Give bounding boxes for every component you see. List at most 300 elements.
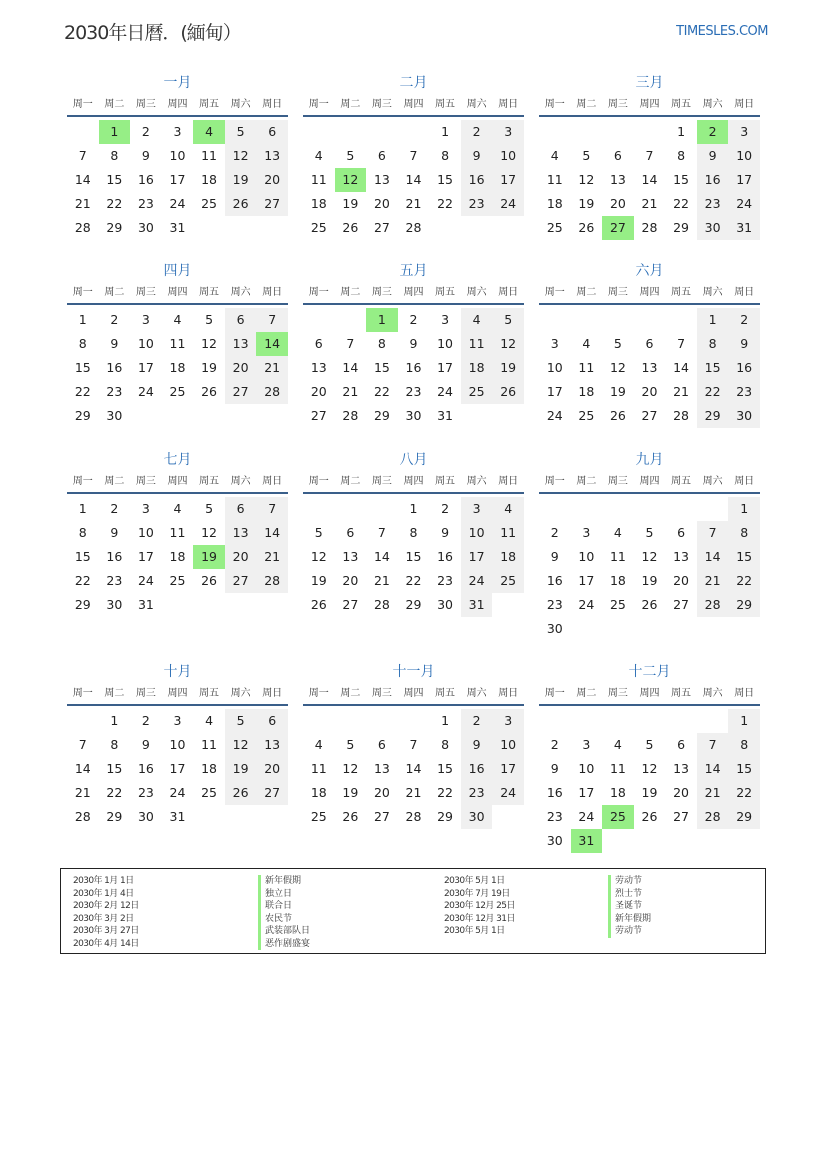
weekday-header: 周五 <box>435 99 456 110</box>
day-cell: 27 <box>310 408 327 423</box>
day-cell: 23 <box>546 597 563 612</box>
day-cell: 3 <box>141 501 150 516</box>
weekday-header: 周日 <box>734 99 755 110</box>
day-cell: 15 <box>106 761 123 776</box>
day-cell: 29 <box>373 408 390 423</box>
day-cell: 3 <box>461 497 493 521</box>
day-cell: 28 <box>74 809 91 824</box>
weekday-header: 周三 <box>607 688 628 699</box>
weekday-header: 周一 <box>544 287 565 298</box>
day-cell: 19 <box>342 196 359 211</box>
day-cell: 28 <box>342 408 359 423</box>
day-cell: 3 <box>141 312 150 327</box>
weekday-header: 周一 <box>544 476 565 487</box>
day-cell: 29 <box>728 805 760 829</box>
day-cell: 18 <box>546 196 563 211</box>
day-cell: 25 <box>492 569 524 593</box>
day-cell: 14 <box>697 545 729 569</box>
weekday-header: 周四 <box>403 287 424 298</box>
day-cell: 20 <box>673 573 689 588</box>
weekday-header: 周五 <box>199 99 220 110</box>
day-cell: 19 <box>225 757 257 781</box>
day-cell: 20 <box>256 168 288 192</box>
day-cell: 24 <box>137 573 154 588</box>
day-cell: 18 <box>310 196 327 211</box>
weekday-header: 周二 <box>104 287 125 298</box>
holiday-date: 2030年 12月 25日 <box>444 901 515 911</box>
weekday-header: 周日 <box>734 287 755 298</box>
day-cell: 6 <box>256 120 288 144</box>
day-cell: 5 <box>205 312 214 327</box>
day-cell: 15 <box>728 757 760 781</box>
day-cell: 12 <box>578 172 595 187</box>
weekday-header: 周一 <box>72 476 93 487</box>
day-cell: 28 <box>405 220 422 235</box>
holiday-date: 2030年 1月 4日 <box>73 888 134 899</box>
day-cell: 25 <box>310 220 327 235</box>
weekday-header: 周二 <box>104 99 125 110</box>
weekday-header: 周日 <box>498 99 519 110</box>
weekday-header: 周三 <box>607 287 628 298</box>
day-cell: 6 <box>225 308 257 332</box>
day-cell: 24 <box>437 384 453 399</box>
day-cell: 24 <box>169 785 186 800</box>
day-cell: 12 <box>641 549 658 564</box>
day-cell: 21 <box>697 781 729 805</box>
holiday-day-cell: 31 <box>571 829 603 853</box>
holiday-date: 2030年 1月 1日 <box>73 876 134 886</box>
month-name: 七月 <box>163 452 192 468</box>
day-cell: 23 <box>137 196 154 211</box>
header-rule <box>303 704 524 706</box>
day-cell: 26 <box>492 380 524 404</box>
day-cell: 6 <box>613 148 622 163</box>
weekday-header: 周六 <box>702 99 723 110</box>
day-cell: 15 <box>437 761 453 776</box>
day-cell: 18 <box>492 545 524 569</box>
day-cell: 23 <box>461 781 493 805</box>
weekday-header: 周六 <box>466 287 487 298</box>
day-cell: 30 <box>697 216 729 240</box>
day-cell: 10 <box>546 360 563 375</box>
day-cell: 14 <box>405 761 422 776</box>
day-cell: 30 <box>106 597 123 612</box>
day-cell: 11 <box>492 521 524 545</box>
day-cell: 9 <box>550 549 559 564</box>
day-cell: 7 <box>677 336 686 351</box>
day-cell: 1 <box>697 308 729 332</box>
day-cell: 8 <box>110 737 119 752</box>
day-cell: 6 <box>677 525 686 540</box>
day-cell: 4 <box>314 148 323 163</box>
day-cell: 7 <box>78 737 87 752</box>
day-cell: 28 <box>405 809 422 824</box>
weekday-header: 周一 <box>308 688 329 699</box>
day-cell: 3 <box>582 525 591 540</box>
day-cell: 5 <box>346 737 355 752</box>
weekday-header: 周二 <box>340 99 361 110</box>
day-cell: 17 <box>169 172 186 187</box>
day-cell: 22 <box>106 785 123 800</box>
day-cell: 26 <box>225 781 257 805</box>
day-cell: 14 <box>373 549 390 564</box>
holiday-day-cell: 19 <box>193 545 225 569</box>
day-cell: 22 <box>74 384 91 399</box>
day-cell: 18 <box>578 384 595 399</box>
month-name: 十一月 <box>392 664 435 680</box>
day-cell: 29 <box>728 593 760 617</box>
day-cell: 25 <box>310 809 327 824</box>
day-cell: 4 <box>461 308 493 332</box>
day-cell: 6 <box>256 709 288 733</box>
day-cell: 14 <box>256 521 288 545</box>
holiday-name: 恶作剧盛宴 <box>258 938 310 951</box>
weekday-header: 周六 <box>466 476 487 487</box>
weekday-header: 周四 <box>639 476 660 487</box>
day-cell: 18 <box>169 549 186 564</box>
day-cell: 19 <box>609 384 626 399</box>
weekday-header: 周六 <box>466 688 487 699</box>
holiday-date: 2030年 2月 12日 <box>73 901 139 911</box>
holiday-name: 劳动节 <box>608 925 651 938</box>
day-cell: 18 <box>169 360 186 375</box>
weekday-header: 周四 <box>403 476 424 487</box>
day-cell: 4 <box>314 737 323 752</box>
holiday-name: 劳动节 <box>608 875 651 888</box>
day-cell: 20 <box>609 196 626 211</box>
day-cell: 19 <box>225 168 257 192</box>
day-cell: 12 <box>201 525 217 540</box>
weekday-header: 周五 <box>199 688 220 699</box>
day-cell: 7 <box>346 336 355 351</box>
weekday-header: 周二 <box>576 287 597 298</box>
day-cell: 20 <box>225 545 257 569</box>
day-cell: 3 <box>492 709 524 733</box>
day-cell: 27 <box>225 380 257 404</box>
holiday-name: 农民节 <box>258 913 310 926</box>
day-cell: 13 <box>673 761 689 776</box>
day-cell: 6 <box>314 336 323 351</box>
day-cell: 30 <box>137 809 154 824</box>
day-cell: 24 <box>169 196 186 211</box>
day-cell: 10 <box>169 737 186 752</box>
day-cell: 26 <box>201 573 217 588</box>
header-rule <box>539 115 760 117</box>
weekday-header: 周日 <box>262 688 283 699</box>
day-cell: 23 <box>728 380 760 404</box>
weekday-header: 周三 <box>135 476 156 487</box>
day-cell: 16 <box>546 785 563 800</box>
weekday-header: 周三 <box>607 476 628 487</box>
header-rule <box>67 303 288 305</box>
day-cell: 25 <box>201 196 217 211</box>
holiday-legend <box>60 868 766 954</box>
day-cell: 13 <box>609 172 626 187</box>
day-cell: 17 <box>437 360 453 375</box>
day-cell: 11 <box>201 737 217 752</box>
day-cell: 28 <box>697 805 729 829</box>
day-cell: 20 <box>342 573 359 588</box>
day-cell: 12 <box>641 761 658 776</box>
day-cell: 23 <box>697 192 729 216</box>
day-cell: 9 <box>141 737 150 752</box>
day-cell: 4 <box>173 312 182 327</box>
weekday-header: 周六 <box>230 476 251 487</box>
day-cell: 8 <box>78 525 87 540</box>
day-cell: 10 <box>492 144 524 168</box>
month-name: 四月 <box>163 263 192 279</box>
weekday-header: 周一 <box>544 99 565 110</box>
holiday-date: 2030年 3月 2日 <box>73 913 134 924</box>
day-cell: 5 <box>314 525 323 540</box>
weekday-header: 周五 <box>435 476 456 487</box>
day-cell: 2 <box>141 124 150 139</box>
day-cell: 1 <box>110 713 119 728</box>
day-cell: 15 <box>74 360 91 375</box>
day-cell: 29 <box>106 809 123 824</box>
day-cell: 18 <box>201 761 217 776</box>
day-cell: 15 <box>373 360 390 375</box>
weekday-header: 周三 <box>371 99 392 110</box>
day-cell: 2 <box>461 120 493 144</box>
weekday-header: 周二 <box>576 99 597 110</box>
day-cell: 26 <box>225 192 257 216</box>
day-cell: 22 <box>74 573 91 588</box>
day-cell: 11 <box>609 761 626 776</box>
header-rule <box>539 704 760 706</box>
day-cell: 23 <box>461 192 493 216</box>
holiday-day-cell: 1 <box>366 308 398 332</box>
day-cell: 20 <box>673 785 689 800</box>
day-cell: 18 <box>609 785 626 800</box>
day-cell: 11 <box>578 360 595 375</box>
weekday-header: 周一 <box>72 287 93 298</box>
month-name: 三月 <box>635 75 664 91</box>
day-cell: 7 <box>409 737 418 752</box>
header-rule <box>539 303 760 305</box>
day-cell: 8 <box>110 148 119 163</box>
day-cell: 24 <box>492 781 524 805</box>
day-cell: 22 <box>106 196 123 211</box>
day-cell: 11 <box>169 336 186 351</box>
day-cell: 17 <box>578 785 595 800</box>
day-cell: 27 <box>641 408 658 423</box>
month-name: 九月 <box>635 452 664 468</box>
day-cell: 12 <box>225 733 257 757</box>
weekday-header: 周六 <box>230 99 251 110</box>
weekday-header: 周二 <box>576 476 597 487</box>
day-cell: 30 <box>405 408 422 423</box>
weekday-header: 周三 <box>135 688 156 699</box>
weekday-header: 周日 <box>262 476 283 487</box>
holiday-day-cell: 2 <box>697 120 729 144</box>
holiday-date: 2030年 4月 14日 <box>73 938 139 949</box>
day-cell: 25 <box>461 380 493 404</box>
weekday-header: 周二 <box>104 476 125 487</box>
day-cell: 15 <box>437 172 453 187</box>
day-cell: 19 <box>342 785 359 800</box>
holiday-date: 2030年 7月 19日 <box>444 888 510 899</box>
site-link[interactable]: TIMESLES.COM <box>676 24 768 39</box>
day-cell: 26 <box>201 384 217 399</box>
day-cell: 21 <box>697 569 729 593</box>
holiday-day-cell: 25 <box>602 805 634 829</box>
day-cell: 24 <box>578 809 595 824</box>
day-cell: 30 <box>137 220 154 235</box>
weekday-header: 周六 <box>230 287 251 298</box>
day-cell: 3 <box>441 312 450 327</box>
weekday-header: 周三 <box>371 476 392 487</box>
day-cell: 1 <box>677 124 686 139</box>
day-cell: 18 <box>310 785 327 800</box>
day-cell: 31 <box>169 220 186 235</box>
day-cell: 3 <box>173 713 182 728</box>
weekday-header: 周三 <box>135 99 156 110</box>
day-cell: 10 <box>169 148 186 163</box>
day-cell: 5 <box>225 709 257 733</box>
weekday-header: 周三 <box>607 99 628 110</box>
day-cell: 16 <box>546 573 563 588</box>
day-cell: 22 <box>728 569 760 593</box>
day-cell: 12 <box>225 144 257 168</box>
day-cell: 15 <box>673 172 689 187</box>
day-cell: 14 <box>74 172 91 187</box>
day-cell: 5 <box>346 148 355 163</box>
day-cell: 9 <box>409 336 418 351</box>
day-cell: 6 <box>346 525 355 540</box>
day-cell: 25 <box>609 597 626 612</box>
day-cell: 7 <box>377 525 386 540</box>
day-cell: 6 <box>225 497 257 521</box>
day-cell: 13 <box>342 549 359 564</box>
day-cell: 13 <box>256 733 288 757</box>
day-cell: 27 <box>673 809 689 824</box>
day-cell: 2 <box>461 709 493 733</box>
day-cell: 9 <box>441 525 450 540</box>
day-cell: 19 <box>201 360 217 375</box>
month-name: 二月 <box>399 75 428 91</box>
day-cell: 8 <box>377 336 386 351</box>
weekday-header: 周四 <box>639 688 660 699</box>
day-cell: 13 <box>225 332 257 356</box>
day-cell: 23 <box>437 573 453 588</box>
day-cell: 2 <box>409 312 418 327</box>
month-name: 一月 <box>163 75 192 91</box>
holiday-day-cell: 1 <box>99 120 131 144</box>
day-cell: 7 <box>409 148 418 163</box>
day-cell: 17 <box>169 761 186 776</box>
day-cell: 10 <box>578 761 595 776</box>
day-cell: 16 <box>461 757 493 781</box>
day-cell: 13 <box>225 521 257 545</box>
day-cell: 12 <box>310 549 327 564</box>
day-cell: 6 <box>377 148 386 163</box>
holiday-day-cell: 27 <box>602 216 634 240</box>
day-cell: 18 <box>201 172 217 187</box>
day-cell: 5 <box>613 336 622 351</box>
day-cell: 28 <box>74 220 91 235</box>
day-cell: 30 <box>546 621 563 636</box>
day-cell: 22 <box>373 384 390 399</box>
day-cell: 10 <box>461 521 493 545</box>
day-cell: 29 <box>405 597 422 612</box>
day-cell: 24 <box>137 384 154 399</box>
day-cell: 1 <box>728 497 760 521</box>
day-cell: 28 <box>673 408 689 423</box>
weekday-header: 周一 <box>308 476 329 487</box>
day-cell: 10 <box>437 336 453 351</box>
day-cell: 23 <box>405 384 422 399</box>
day-cell: 29 <box>437 809 453 824</box>
day-cell: 24 <box>546 408 563 423</box>
day-cell: 17 <box>578 573 595 588</box>
weekday-header: 周三 <box>371 688 392 699</box>
day-cell: 1 <box>78 501 87 516</box>
day-cell: 26 <box>609 408 626 423</box>
day-cell: 17 <box>492 757 524 781</box>
header-rule <box>539 492 760 494</box>
day-cell: 28 <box>256 380 288 404</box>
holiday-name: 烈士节 <box>608 888 651 901</box>
day-cell: 14 <box>697 757 729 781</box>
day-cell: 9 <box>110 336 119 351</box>
day-cell: 13 <box>673 549 689 564</box>
day-cell: 14 <box>342 360 359 375</box>
day-cell: 8 <box>677 148 686 163</box>
day-cell: 31 <box>137 597 154 612</box>
day-cell: 4 <box>173 501 182 516</box>
day-cell: 22 <box>405 573 422 588</box>
day-cell: 23 <box>546 809 563 824</box>
day-cell: 1 <box>441 124 450 139</box>
day-cell: 10 <box>492 733 524 757</box>
day-cell: 10 <box>728 144 760 168</box>
weekday-header: 周三 <box>371 287 392 298</box>
day-cell: 2 <box>550 737 559 752</box>
day-cell: 24 <box>461 569 493 593</box>
day-cell: 2 <box>550 525 559 540</box>
day-cell: 30 <box>546 833 563 848</box>
day-cell: 19 <box>492 356 524 380</box>
holiday-names-col1 <box>258 875 310 950</box>
day-cell: 24 <box>578 597 595 612</box>
day-cell: 13 <box>310 360 327 375</box>
day-cell: 11 <box>310 761 327 776</box>
day-cell: 27 <box>373 809 390 824</box>
header-rule <box>303 303 524 305</box>
day-cell: 6 <box>677 737 686 752</box>
day-cell: 12 <box>492 332 524 356</box>
day-cell: 29 <box>673 220 689 235</box>
holiday-name: 武装部队日 <box>258 925 310 938</box>
day-cell: 11 <box>169 525 186 540</box>
month-name: 十月 <box>163 664 192 680</box>
day-cell: 20 <box>256 757 288 781</box>
day-cell: 26 <box>342 809 359 824</box>
weekday-header: 周四 <box>639 99 660 110</box>
day-cell: 26 <box>641 809 658 824</box>
day-cell: 20 <box>373 196 390 211</box>
holiday-day-cell: 14 <box>256 332 288 356</box>
day-cell: 2 <box>110 501 119 516</box>
day-cell: 17 <box>137 360 154 375</box>
day-cell: 16 <box>728 356 760 380</box>
day-cell: 20 <box>225 356 257 380</box>
day-cell: 30 <box>461 805 493 829</box>
day-cell: 11 <box>201 148 217 163</box>
day-cell: 25 <box>169 573 186 588</box>
day-cell: 5 <box>645 525 654 540</box>
